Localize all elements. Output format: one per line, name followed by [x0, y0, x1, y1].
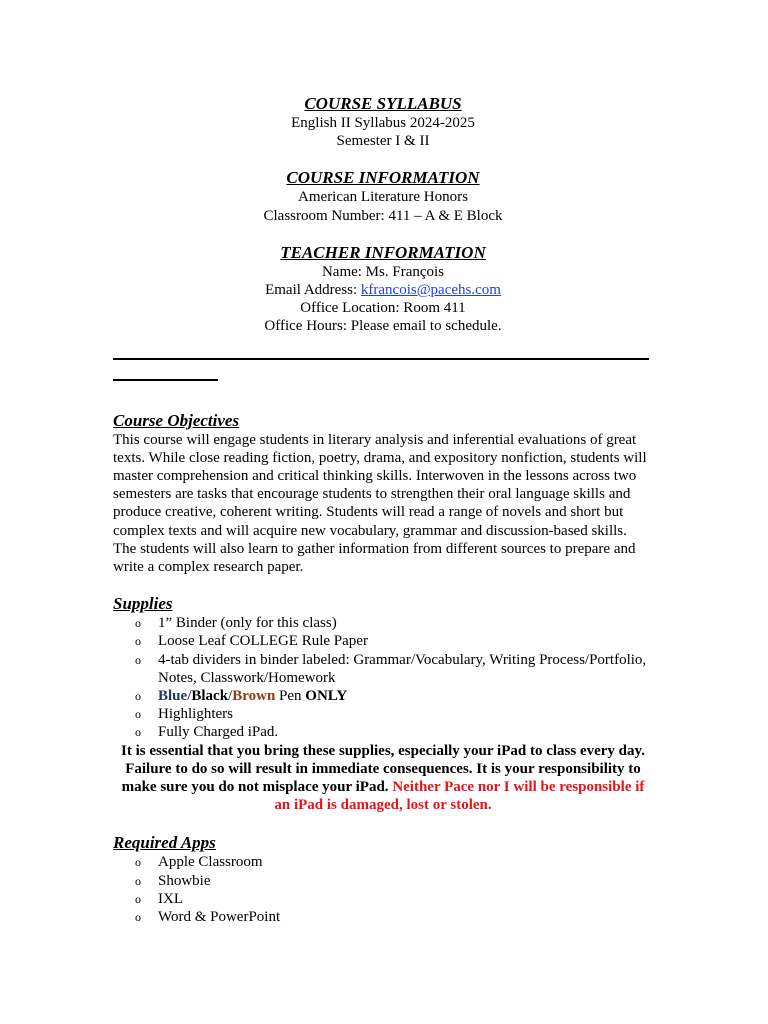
apps-list: [113, 853, 653, 926]
apps-section: [113, 833, 653, 926]
list-item: o 1” Binder (only for this class): [135, 615, 337, 632]
divider-line: [113, 358, 649, 360]
supplies-notice: [113, 742, 653, 815]
bullet-icon: o: [135, 652, 141, 667]
objectives-section: [113, 411, 653, 577]
list-item-pen: o Blue/Black/Brown Pen ONLY: [135, 688, 348, 705]
pen-blue: Blue: [158, 688, 188, 705]
list-item: o Loose Leaf COLLEGE Rule Paper: [135, 633, 368, 650]
email-link[interactable]: kfrancois@pacehs.com: [360, 282, 501, 299]
list-item: o Fully Charged iPad.: [135, 724, 279, 741]
office-hours: Office Hours: Please email to schedule.: [264, 318, 502, 335]
list-item: o 4-tab dividers in binder labeled: Grammar/Vocabulary, Writing Process/Portfolio, Notes, Classwork/Homework: [135, 651, 647, 686]
bullet-icon: o: [135, 689, 141, 704]
bullet-icon: o: [135, 707, 141, 722]
list-item: o IXL: [135, 890, 183, 907]
notice-text: It is essential that you bring these supplies, especially your iPad to class every day. Failure to do so will result in immediate consequences. It is your responsibility to make sure you do not misplace your iPad.: [121, 742, 645, 796]
bullet-icon: o: [135, 616, 141, 631]
syllabus-heading: COURSE SYLLABUS: [304, 94, 462, 113]
supplies-heading: Supplies: [113, 594, 173, 614]
list-item: o Highlighters: [135, 706, 233, 723]
list-item: o Showbie: [135, 872, 211, 889]
pen-only: ONLY: [305, 688, 348, 705]
teacher-info-heading: TEACHER INFORMATION: [280, 242, 486, 262]
course-info-block: [113, 168, 653, 224]
notice-warning: Neither Pace nor I will be responsible if an iPad is damaged, lost or stolen.: [274, 779, 645, 814]
course-name: American Literature Honors: [298, 189, 468, 206]
bullet-icon: o: [135, 873, 141, 888]
email-label: Email Address:: [265, 282, 361, 299]
pen-black: Black: [191, 688, 229, 705]
bullet-icon: o: [135, 910, 141, 925]
list-item: o Word & PowerPoint: [135, 909, 281, 926]
syllabus-line-1: English II Syllabus 2024-2025: [291, 115, 475, 131]
bullet-icon: o: [135, 855, 141, 870]
course-info-heading: COURSE INFORMATION: [286, 168, 480, 188]
supplies-list: [113, 614, 653, 741]
supplies-section: [113, 594, 653, 814]
apps-heading: Required Apps: [113, 833, 216, 853]
objectives-heading: Course Objectives: [113, 410, 240, 430]
syllabus-block: [113, 94, 653, 150]
bullet-icon: o: [135, 725, 141, 740]
pen-brown: Brown: [232, 688, 276, 705]
document-page: [113, 94, 653, 926]
office-location: Office Location: Room 411: [300, 300, 466, 317]
list-item: o Apple Classroom: [135, 854, 263, 871]
teacher-email-line: [113, 281, 653, 299]
teacher-info-block: [113, 243, 653, 336]
classroom-number: Classroom Number: 411 – A & E Block: [263, 207, 503, 224]
objectives-text: This course will engage students in literary analysis and inferential evaluations of great texts. While close reading fiction, poetry, drama, and expository nonfiction, students will master comprehension and critical thinking skills. Interwoven in the lessons across two semesters are tasks that encourage students to strengthen their oral language skills and produce creative, coherent writing. Students will read a range of novels and short but complex texts and will acquire new vocabulary, grammar and discussion-based skills. The students will also learn to gather information from different sources to prepare and write a complex research paper.: [113, 431, 647, 576]
bullet-icon: o: [135, 634, 141, 649]
bullet-icon: o: [135, 891, 141, 906]
syllabus-line-2: Semester I & II: [336, 133, 430, 150]
teacher-name: Name: Ms. François: [321, 263, 445, 280]
